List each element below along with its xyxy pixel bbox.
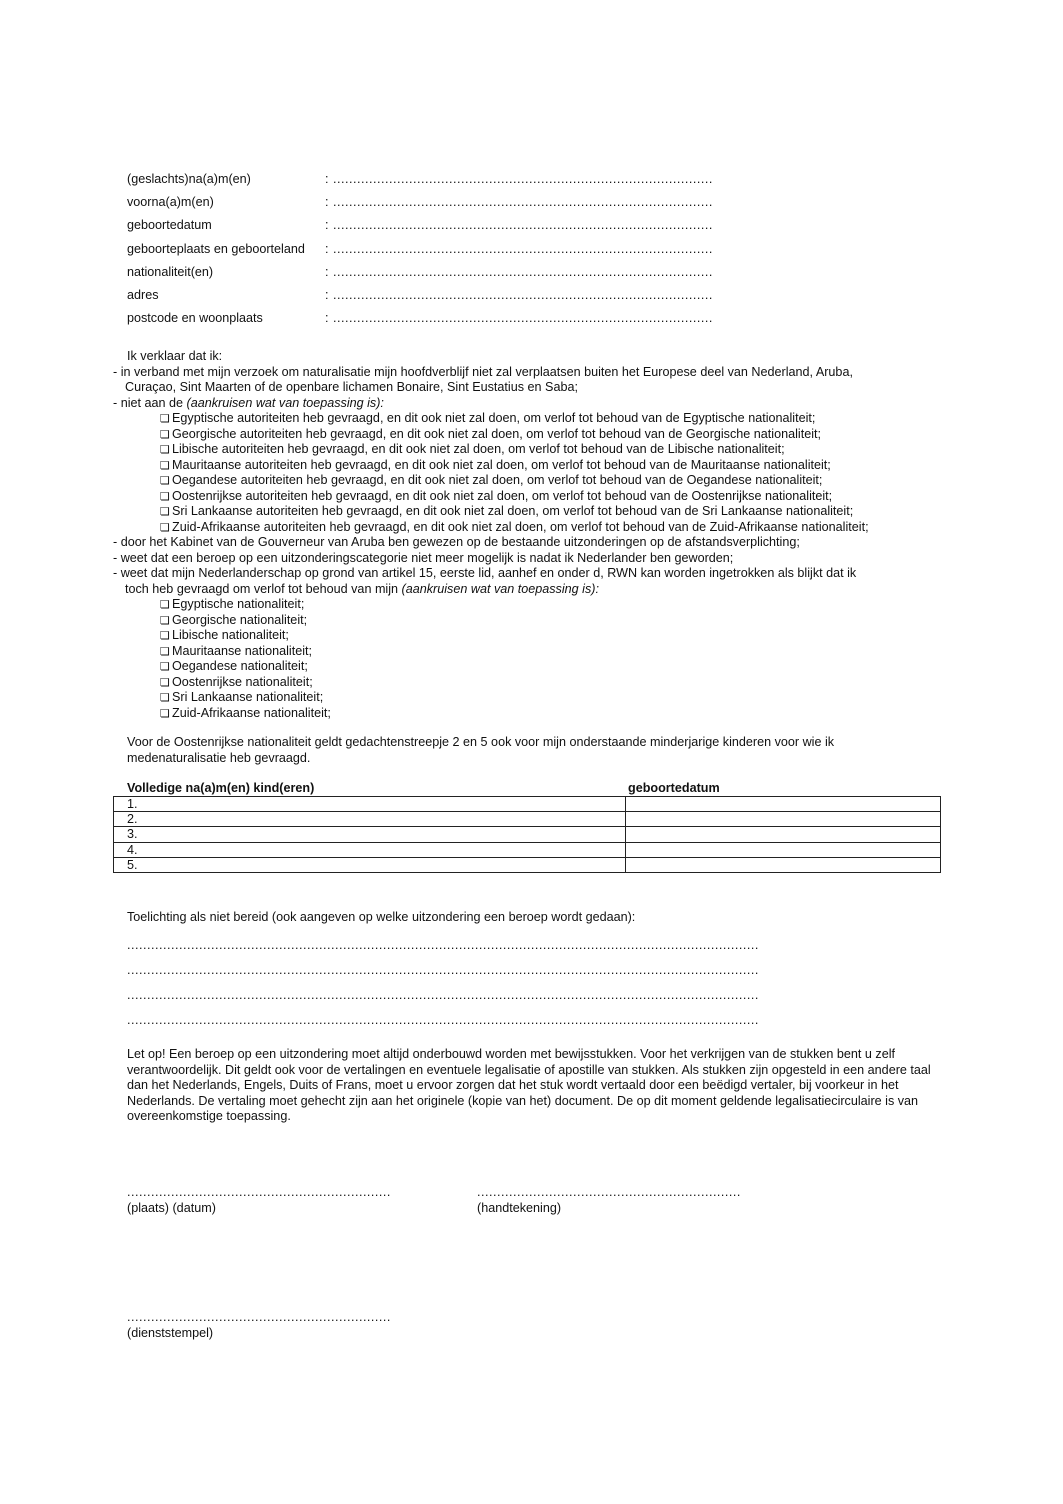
declaration-item-not-asked — [113, 396, 933, 412]
option-label: Sri Lankaanse autoriteiten heb gevraagd, en dit ook niet zal doen, om verlof tot behoud van de Sri Lankaanse nationaliteit; — [172, 504, 854, 518]
table-row — [114, 797, 941, 812]
nationality-option-austria[interactable] — [113, 675, 933, 691]
field-input-line[interactable]: : ............................................................................................... — [325, 264, 713, 279]
field-label: (geslachts)na(a)m(en) — [127, 172, 251, 186]
explanation-input-line[interactable]: .............................................................................................................................................................. — [127, 988, 759, 1002]
declaration-instruction: (aankruisen wat van toepassing is): — [401, 581, 599, 596]
child-birth-date-cell[interactable] — [626, 857, 941, 872]
field-row-surname[interactable] — [127, 172, 787, 195]
field-label: nationaliteit(en) — [127, 264, 214, 279]
authority-option-sri-lanka[interactable] — [113, 504, 933, 520]
child-birth-date-cell[interactable] — [626, 797, 941, 812]
option-label: Oegandese autoriteiten heb gevraagd, en dit ook niet zal doen, om verlof tot behoud van de Oegandese nationaliteit; — [172, 473, 823, 487]
nationality-option-georgia[interactable] — [113, 613, 933, 629]
checkbox-icon[interactable]: ❏ — [160, 427, 170, 441]
nationality-option-uganda[interactable] — [113, 659, 933, 675]
checkbox-icon[interactable]: ❏ — [160, 675, 170, 689]
checkbox-icon[interactable]: ❏ — [160, 520, 170, 534]
field-row-birth-date[interactable] — [127, 218, 787, 241]
child-birth-date-cell[interactable] — [626, 842, 941, 857]
declaration-text: toch heb gevraagd om verlof tot behoud van mijn — [125, 581, 402, 596]
field-input-line[interactable]: : ............................................................................................... — [325, 172, 713, 186]
field-row-birth-place[interactable] — [127, 242, 787, 265]
child-name-cell[interactable]: 4. — [114, 842, 626, 857]
option-label: Libische autoriteiten heb gevraagd, en dit ook niet zal doen, om verlof tot behoud van de Libische nationaliteit; — [172, 442, 785, 456]
table-row — [114, 827, 941, 842]
option-label: Zuid-Afrikaanse autoriteiten heb gevraagd, en dit ook niet zal doen, om verlof tot behoud van de Zuid-Afrikaanse nationaliteit; — [172, 519, 869, 534]
children-table — [113, 796, 941, 873]
nationality-option-sri-lanka[interactable] — [113, 690, 933, 706]
authority-option-south-africa[interactable] — [113, 520, 933, 536]
evidence-warning: Let op! Een beroep op een uitzondering moet altijd onderbouwd worden met bewijsstukken. Voor het verkrijgen van de stukken bent u zelf verantwoordelijk. Dit geldt ook voor de vertalingen en eventuele legalisatie of apostille van stukken. Als stukken zijn opgesteld in een andere taal dan het Nederlands, Engels, Duits of Frans, moet u ervoor zorgen dat het stuk wordt vertaald door een beëdigd vertaler, bij voorkeur in het Nederlands. De vertaling moet gehecht zijn aan het originele (kopie van het) document. De op dit moment geldende legalisatiecirculaire is van overeenkomstige toepassing. — [127, 1047, 931, 1123]
authority-option-mauritania[interactable] — [113, 458, 933, 474]
checkbox-icon[interactable]: ❏ — [160, 613, 170, 627]
declaration-item-residence: - in verband met mijn verzoek om naturalisatie mijn hoofdverblijf niet zal verplaatsen buiten het Europese deel van Nederland, Aruba, — [113, 364, 853, 379]
declaration-text: - niet aan de — [113, 395, 187, 410]
checkbox-icon[interactable]: ❏ — [160, 706, 170, 720]
explanation-input-line[interactable]: .............................................................................................................................................................. — [127, 963, 759, 977]
declaration-item-no-exception: - weet dat een beroep op een uitzonderingscategorie niet meer mogelijk is nadat ik Nederlander ben geworden; — [113, 550, 734, 565]
declaration-item-revocation-cont — [113, 582, 933, 598]
option-label: Egyptische nationaliteit; — [172, 597, 305, 611]
authority-option-uganda[interactable] — [113, 473, 933, 489]
authority-option-egypt[interactable] — [113, 411, 933, 427]
field-row-first-names[interactable] — [127, 195, 787, 218]
declaration-item-informed: - door het Kabinet van de Gouverneur van Aruba ben gewezen op de bestaande uitzonderingen op de afstandsverplichting; — [113, 535, 800, 549]
option-label: Mauritaanse nationaliteit; — [172, 643, 313, 658]
checkbox-icon[interactable]: ❏ — [160, 644, 170, 658]
signature-label: (handtekening) — [477, 1200, 562, 1215]
table-row — [114, 842, 941, 857]
field-input-line[interactable]: : ............................................................................................... — [325, 241, 713, 256]
children-table-section — [113, 779, 941, 873]
field-input-line[interactable]: : ............................................................................................... — [325, 287, 713, 302]
field-row-postcode-city[interactable] — [127, 311, 787, 334]
place-date-block — [127, 1185, 391, 1216]
declaration-section — [113, 349, 933, 721]
austria-children-note: Voor de Oostenrijkse nationaliteit geldt gedachtenstreepje 2 en 5 ook voor mijn onderstaande minderjarige kinderen voor wie ik medenaturalisatie heb gevraagd. — [127, 735, 835, 765]
signature-input-line[interactable]: .................................................................. — [477, 1185, 741, 1199]
declaration-item-revocation: - weet dat mijn Nederlanderschap op grond van artikel 15, eerste lid, aanhef en onder d, RWN kan worden ingetrokken als blijkt dat ik — [113, 566, 857, 580]
children-table-header — [113, 779, 941, 796]
stamp-block — [127, 1310, 391, 1341]
declaration-item-residence-cont: Curaçao, Sint Maarten of de openbare lichamen Bonaire, Sint Eustatius en Saba; — [125, 380, 578, 394]
explanation-label: Toelichting als niet bereid (ook aangeven op welke uitzondering een beroep wordt gedaan): — [127, 910, 636, 924]
option-label: Zuid-Afrikaanse nationaliteit; — [172, 705, 331, 720]
declaration-instruction: (aankruisen wat van toepassing is): — [186, 395, 384, 410]
nationality-option-egypt[interactable] — [113, 597, 933, 613]
option-label: Libische nationaliteit; — [172, 628, 289, 642]
authority-option-libya[interactable] — [113, 442, 933, 458]
table-row — [114, 857, 941, 872]
child-name-cell[interactable]: 5. — [114, 857, 626, 872]
checkbox-icon[interactable]: ❏ — [160, 660, 170, 673]
checkbox-icon[interactable]: ❏ — [160, 474, 170, 487]
child-name-cell[interactable]: 3. — [114, 827, 626, 842]
stamp-input-line[interactable]: .................................................................. — [127, 1310, 391, 1324]
signature-block — [477, 1185, 741, 1216]
field-label: voorna(a)m(en) — [127, 195, 214, 210]
option-label: Oostenrijkse autoriteiten heb gevraagd, en dit ook niet zal doen, om verlof tot behoud van de Oostenrijkse nationaliteit; — [172, 488, 833, 503]
checkbox-icon[interactable]: ❏ — [160, 629, 170, 642]
checkbox-icon[interactable]: ❏ — [160, 598, 170, 611]
child-birth-date-cell[interactable] — [626, 812, 941, 827]
checkbox-icon[interactable]: ❏ — [160, 458, 170, 472]
field-row-nationality[interactable] — [127, 265, 787, 288]
explanation-lines — [127, 938, 817, 1038]
table-row — [114, 812, 941, 827]
field-label: geboorteplaats en geboorteland — [127, 241, 305, 256]
checkbox-icon[interactable]: ❏ — [160, 489, 170, 503]
child-birth-date-cell[interactable] — [626, 827, 941, 842]
checkbox-icon[interactable]: ❏ — [160, 505, 170, 518]
authority-option-austria[interactable] — [113, 489, 933, 505]
personal-details-section — [127, 172, 787, 334]
explanation-input-line[interactable]: .............................................................................................................................................................. — [127, 938, 759, 952]
checkbox-icon[interactable]: ❏ — [160, 691, 170, 704]
nationality-option-libya[interactable] — [113, 628, 933, 644]
explanation-input-line[interactable]: .............................................................................................................................................................. — [127, 1013, 759, 1027]
place-date-label: (plaats) (datum) — [127, 1200, 216, 1215]
child-name-cell[interactable]: 2. — [114, 812, 626, 827]
header-birth-date: geboortedatum — [628, 781, 720, 795]
child-name-cell[interactable]: 1. — [114, 797, 626, 812]
field-input-line[interactable]: : ............................................................................................... — [325, 218, 713, 233]
option-label: Oostenrijkse nationaliteit; — [172, 674, 313, 689]
field-input-line[interactable]: : ............................................................................................... — [325, 311, 713, 326]
declaration-intro: Ik verklaar dat ik: — [127, 349, 223, 363]
stamp-label: (dienststempel) — [127, 1325, 214, 1340]
field-row-address[interactable] — [127, 288, 787, 311]
checkbox-icon[interactable]: ❏ — [160, 412, 170, 425]
option-label: Sri Lankaanse nationaliteit; — [172, 690, 324, 704]
option-label: Egyptische autoriteiten heb gevraagd, en dit ook niet zal doen, om verlof tot behoud van de Egyptische nationaliteit; — [172, 411, 816, 425]
checkbox-icon[interactable]: ❏ — [160, 443, 170, 456]
option-label: Oegandese nationaliteit; — [172, 659, 308, 673]
option-label: Georgische nationaliteit; — [172, 612, 308, 627]
authority-option-georgia[interactable] — [113, 427, 933, 443]
field-label: geboortedatum — [127, 218, 212, 233]
field-input-line[interactable]: : ............................................................................................... — [325, 195, 713, 210]
field-label: postcode en woonplaats — [127, 311, 263, 326]
place-date-input-line[interactable]: .................................................................. — [127, 1185, 391, 1199]
header-child-names: Volledige na(a)m(en) kind(eren) — [127, 781, 315, 795]
option-label: Mauritaanse autoriteiten heb gevraagd, en dit ook niet zal doen, om verlof tot behoud van de Mauritaanse nationaliteit; — [172, 457, 831, 472]
field-label: adres — [127, 287, 159, 302]
nationality-option-south-africa[interactable] — [113, 706, 933, 722]
nationality-option-mauritania[interactable] — [113, 644, 933, 660]
option-label: Georgische autoriteiten heb gevraagd, en dit ook niet zal doen, om verlof tot behoud van de Georgische nationaliteit; — [172, 426, 821, 441]
